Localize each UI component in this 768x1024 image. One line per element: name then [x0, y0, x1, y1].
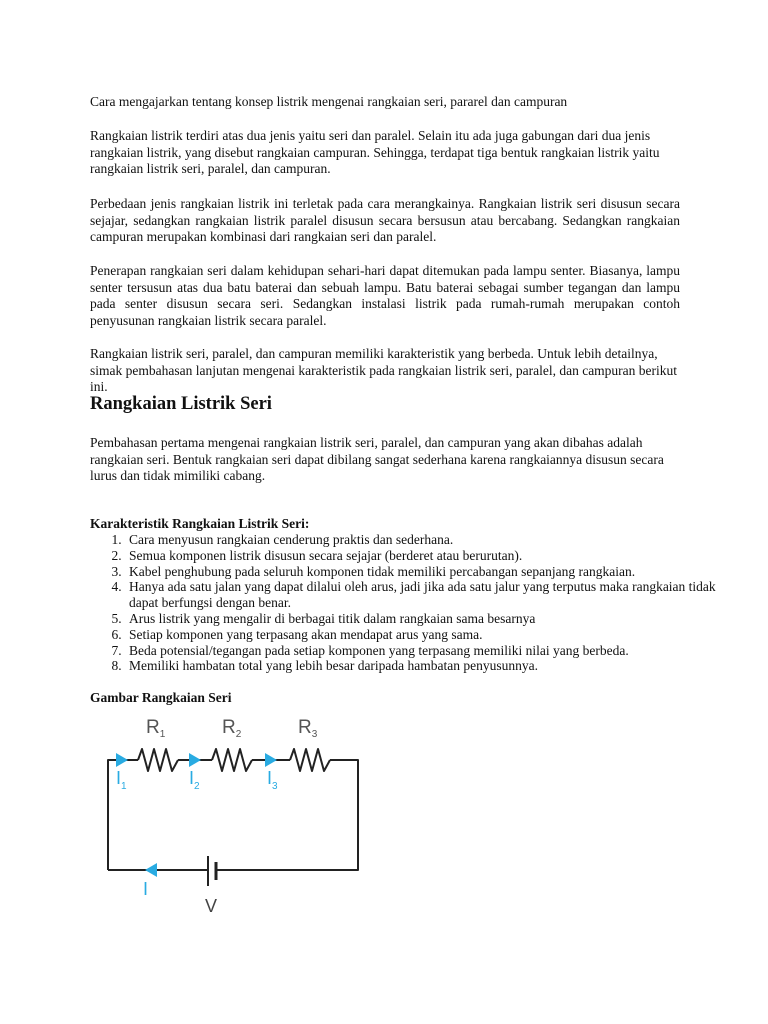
section-paragraph: Pembahasan pertama mengenai rangkaian listrik seri, paralel, dan campuran yang akan dibahas adalah rangkaian seri. Bentuk rangkaian seri dapat dibilang sangat sederhana karena rangkaiannya disusun secara lurus dan tidak mimiliki cabang.: [90, 435, 664, 483]
list-item: 2. Semua komponen listrik disusun secara sejajar (berderet atau berurutan).: [125, 548, 725, 564]
wire-top-right: [216, 760, 358, 870]
label-r2: $R_2$: [222, 717, 242, 740]
paragraph-2: Perbedaan jenis rangkaian listrik ini terletak pada cara merangkainya. Rangkaian listrik seri disusun secara sejajar, sedangkan rangkaian listrik paralel disusun secara bersusun atau bercabang. Sedangkan rangkaian campuran merupakan kombinasi dari rangkaian seri dan paralel.: [90, 196, 680, 244]
list-item: 1. Cara menyusun rangkaian cenderung praktis dan sederhana.: [125, 532, 725, 548]
list-item: 6. Setiap komponen yang terpasang akan mendapat arus yang sama.: [125, 627, 725, 643]
wire-top-left: [108, 760, 138, 870]
figure-heading: Gambar Rangkaian Seri: [90, 690, 232, 705]
paragraph-3: Penerapan rangkaian seri dalam kehidupan sehari-hari dapat ditemukan pada lampu senter. Biasanya, lampu senter tersusun atas dua batu baterai dan sebuah lampu. Batu baterai sebagai sumber tegangan dan lampu pada senter disusun secara seri. Sedangkan instalasi listrik pada rumah-rumah merupakan contoh penyusunan rangkaian listrik secara paralel.: [90, 263, 680, 328]
list-item: 3. Kabel penghubung pada seluruh komponen tidak memiliki percabangan sepanjang rangkaian.: [125, 564, 725, 580]
section-heading: Rangkaian Listrik Seri: [90, 394, 272, 414]
arrow-main-current: [145, 863, 157, 877]
resistor-r1: [138, 749, 178, 771]
arrow-i2: [189, 753, 201, 767]
characteristics-heading: Karakteristik Rangkaian Listrik Seri:: [90, 516, 310, 531]
list-item: 4. Hanya ada satu jalan yang dapat dilalui oleh arus, jadi jika ada satu jalur yang terputus maka rangkaian tidak dapat berfungsi dengan benar.: [125, 579, 725, 611]
resistor-r2: [212, 749, 252, 771]
label-r3: $R_3$: [298, 717, 318, 740]
label-voltage: V: [205, 896, 218, 916]
list-item: 7. Beda potensial/tegangan pada setiap komponen yang terpasang memiliki nilai yang berbeda.: [125, 643, 725, 659]
characteristics-list: [90, 532, 725, 674]
resistor-r3: [290, 749, 330, 771]
label-i1: $I_1$: [116, 768, 127, 792]
list-item: 8. Memiliki hambatan total yang lebih besar daripada hambatan penyusunnya.: [125, 658, 725, 674]
label-r1: $R_1$: [146, 717, 166, 740]
arrow-i3: [265, 753, 277, 767]
label-i2: $I_2$: [189, 768, 200, 792]
paragraph-1: Rangkaian listrik terdiri atas dua jenis yaitu seri dan paralel. Selain itu ada juga gabungan dari dua jenis rangkaian listrik, yang disebut rangkaian campuran. Sehingga, terdapat tiga bentuk rangkaian listrik yaitu rangkaian listrik seri, paralel, dan campuran.: [90, 128, 660, 176]
arrow-i1: [116, 753, 128, 767]
paragraph-4: Rangkaian listrik seri, paralel, dan campuran memiliki karakteristik yang berbeda. Untuk lebih detailnya, simak pembahasan lanjutan mengenai karakteristik pada rangkaian listrik seri, paralel, dan campuran berikut ini.: [90, 346, 678, 394]
label-i3: $I_3$: [267, 768, 278, 792]
list-item: 5. Arus listrik yang mengalir di berbagai titik dalam rangkaian sama besarnya: [125, 611, 725, 627]
label-main-current: I: [143, 879, 149, 899]
document-title-line: Cara mengajarkan tentang konsep listrik mengenai rangkaian seri, pararel dan campuran: [90, 94, 568, 109]
